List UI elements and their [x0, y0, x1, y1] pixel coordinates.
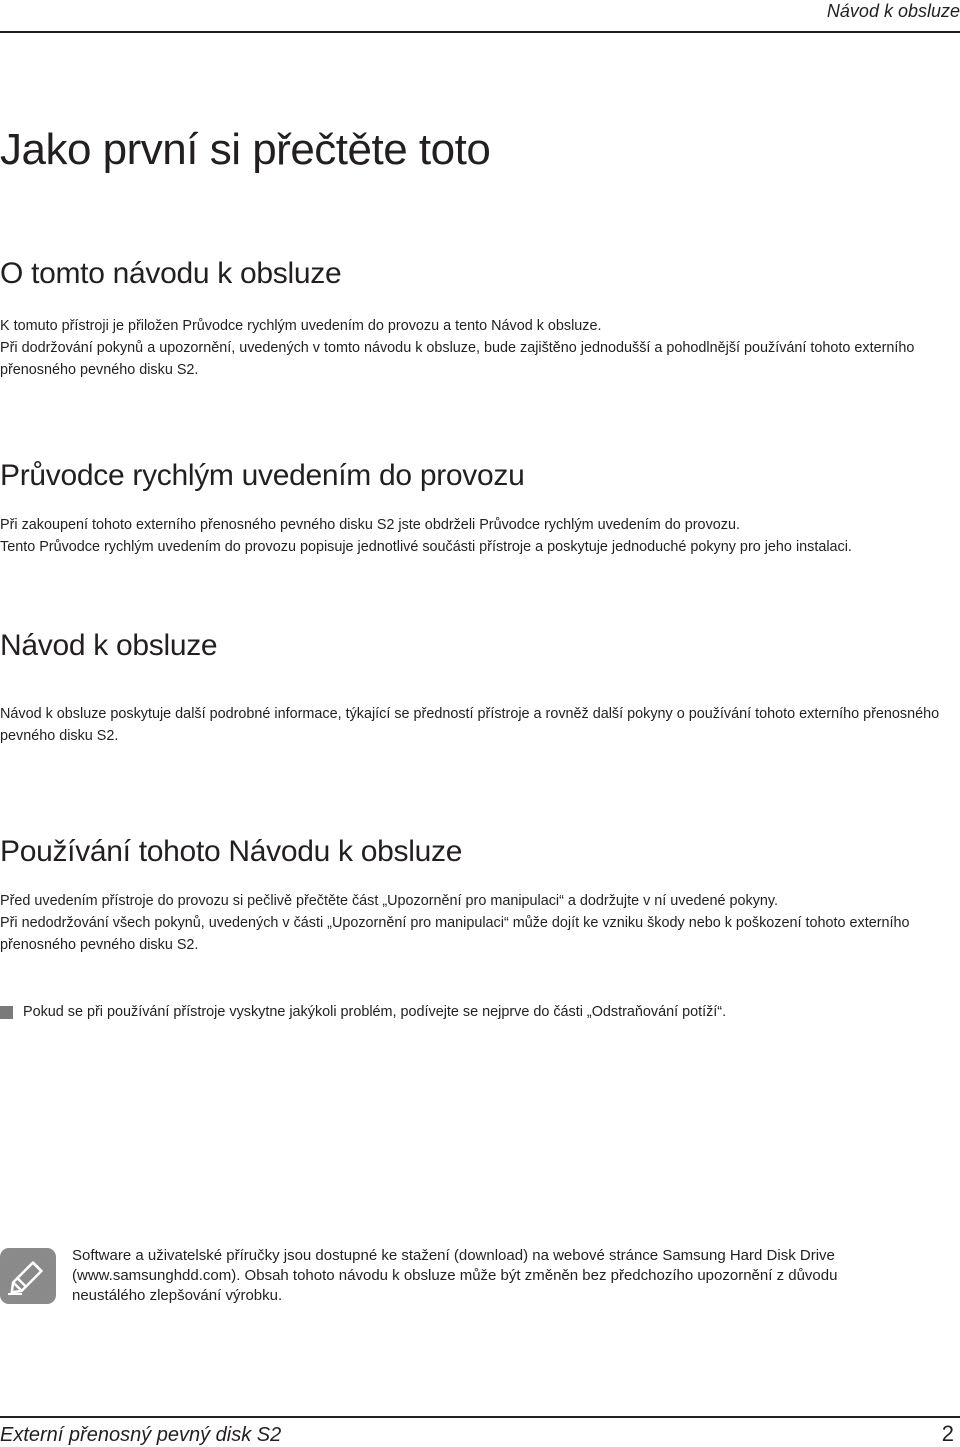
- text-line: Při dodržování pokynů a upozornění, uvedených v tomto návodu k obsluze, bude zajištěno jednodušší a pohodlnější používání tohoto externího: [0, 340, 915, 356]
- section-body-using-manual: [0, 890, 958, 956]
- text-line: Při zakoupení tohoto externího přenosného pevného disku S2 jste obdrželi Průvodce rychlým uvedením do provozu.: [0, 517, 740, 533]
- section-heading-about-manual: O tomto návodu k obsluze: [0, 257, 342, 290]
- text-line: Návod k obsluze poskytuje další podrobné informace, týkající se předností přístroje a rovněž další pokyny o používání tohoto externího přenosného: [0, 706, 940, 722]
- troubleshooting-bullet-text: Pokud se při používání přístroje vyskytne jakýkoli problém, podívejte se nejprve do části „Odstraňování potíží“.: [23, 1004, 727, 1020]
- text-line: pevného disku S2.: [0, 728, 119, 744]
- header-rule: [0, 31, 960, 33]
- text-line: přenosného pevného disku S2.: [0, 937, 199, 953]
- note-text: [72, 1246, 952, 1306]
- running-header: Návod k obsluze: [826, 1, 960, 21]
- text-line: (www.samsunghdd.com). Obsah tohoto návodu k obsluze může být změněn bez předchozího upozornění z důvodu: [72, 1267, 838, 1284]
- text-line: Před uvedením přístroje do provozu si pečlivě přečtěte část „Upozornění pro manipulaci“ a dodržujte v ní uvedené pokyny.: [0, 893, 779, 909]
- section-heading-using-manual: Používání tohoto Návodu k obsluze: [0, 835, 463, 868]
- section-body-about-manual: [0, 315, 958, 381]
- text-line: K tomuto přístroji je přiložen Průvodce rychlým uvedením do provozu a tento Návod k obsluze.: [0, 318, 602, 334]
- text-line: Při nedodržování všech pokynů, uvedených v části „Upozornění pro manipulaci“ může dojít ke vzniku škody nebo k poškození tohoto externího: [0, 915, 910, 931]
- pencil-note-icon: [0, 1248, 56, 1304]
- text-line: neustálého zlepšování výrobku.: [72, 1287, 283, 1304]
- section-heading-user-manual: Návod k obsluze: [0, 629, 218, 662]
- bullet-square-icon: [0, 1006, 13, 1019]
- footer-rule: [0, 1416, 960, 1418]
- page-title: Jako první si přečtěte toto: [0, 125, 491, 174]
- text-line: Software a uživatelské příručky jsou dostupné ke stažení (download) na webové stránce Samsung Hard Disk Drive: [72, 1247, 835, 1264]
- text-line: přenosného pevného disku S2.: [0, 362, 199, 378]
- page-number: 2: [941, 1421, 954, 1446]
- footer-product-name: Externí přenosný pevný disk S2: [0, 1424, 282, 1446]
- section-heading-quick-start: Průvodce rychlým uvedením do provozu: [0, 459, 525, 492]
- section-body-quick-start: [0, 514, 958, 558]
- text-line: Tento Průvodce rychlým uvedením do provozu popisuje jednotlivé součásti přístroje a poskytuje jednoduché pokyny pro jeho instalaci.: [0, 539, 852, 555]
- section-body-user-manual: [0, 703, 958, 747]
